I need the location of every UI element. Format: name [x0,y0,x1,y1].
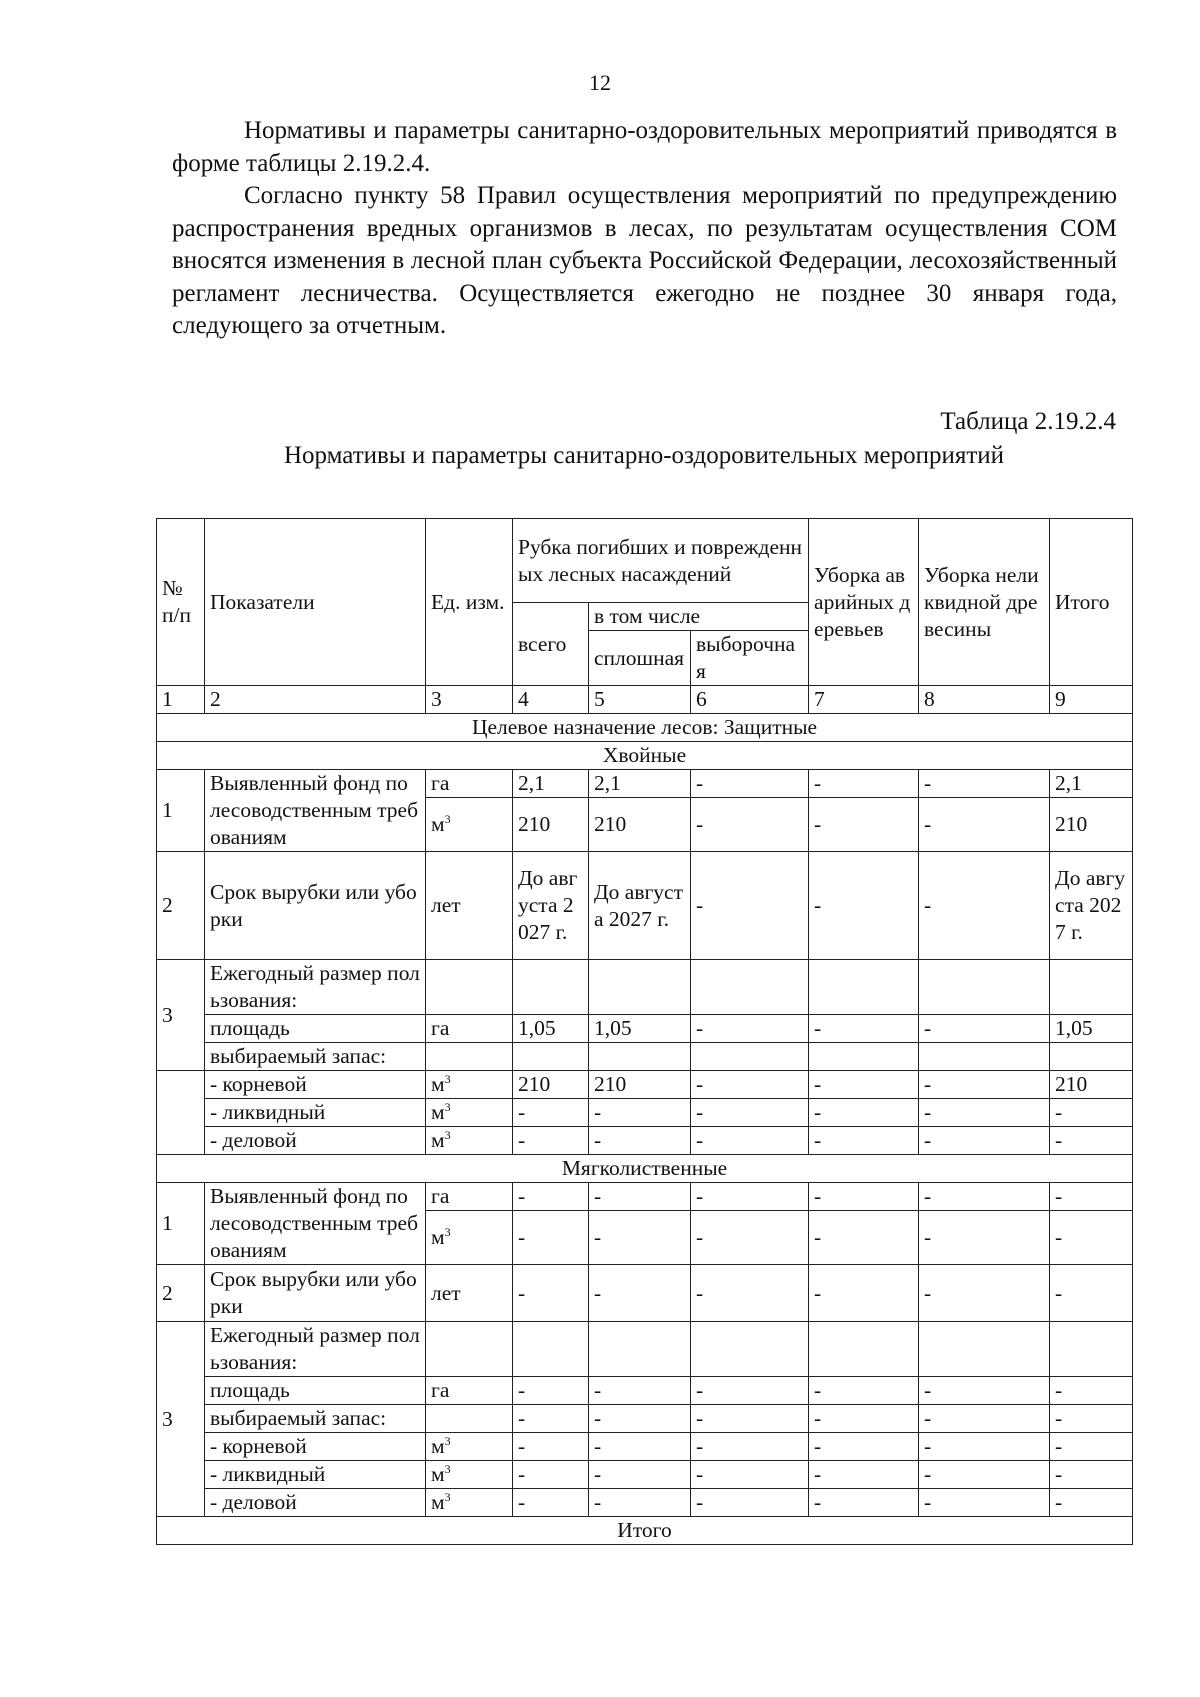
value-cell: - [809,1127,919,1155]
value-cell: - [513,1127,589,1155]
value-cell: - [513,1461,589,1489]
value-cell: - [513,1489,589,1517]
value-cell: - [589,1183,691,1211]
value-cell: - [513,1211,589,1265]
value-cell: - [589,1211,691,1265]
root-label: - корневой [205,1433,426,1461]
value-cell: - [919,770,1050,798]
unit-cell: $м^3$ [426,1489,513,1517]
value-cell: - [809,852,919,960]
paragraph: Нормативы и параметры санитарно-оздоровительных мероприятий приводятся в форме таблицы 2.19.2.4. [172,117,1117,177]
value-cell: - [919,798,1050,852]
col-number: 2 [205,686,426,714]
section-title-softwood: Мягколиственные [157,1155,1133,1183]
value-cell: - [809,1211,919,1265]
value-cell: - [691,1127,809,1155]
value-cell: - [691,1433,809,1461]
value-cell: - [809,1405,919,1433]
value-cell: - [589,1405,691,1433]
value-cell: До августа 2027 г. [589,852,691,960]
annual-label: Ежегодный размер пользования: [205,960,426,1015]
value-cell: - [691,1377,809,1405]
value-cell: - [589,1461,691,1489]
value-cell: - [513,1265,589,1322]
value-cell: - [1050,1433,1133,1461]
header-unit: Ед. изм. [426,519,513,686]
col-number: 8 [919,686,1050,714]
value-cell: - [809,1071,919,1099]
value-cell: - [919,1127,1050,1155]
value-cell: - [513,1183,589,1211]
value-cell: - [809,1461,919,1489]
value-cell: - [1050,1183,1133,1211]
value-cell: - [1050,1377,1133,1405]
value-cell: - [513,1433,589,1461]
value-cell: - [809,1377,919,1405]
value-cell: - [589,1127,691,1155]
value-cell: - [809,1265,919,1322]
value-cell: 210 [513,798,589,852]
row-number: 3 [157,960,205,1071]
term-label: Срок вырубки или уборки [205,1265,426,1322]
header-including: в том числе [589,603,809,631]
value-cell: - [919,1015,1050,1043]
row-number: 2 [157,852,205,960]
value-cell: - [919,1461,1050,1489]
value-cell: - [691,1405,809,1433]
term-label: Срок вырубки или уборки [205,852,426,960]
value-cell: - [589,1433,691,1461]
value-cell: - [691,1265,809,1322]
value-cell: - [589,1489,691,1517]
section-title-conifer: Хвойные [157,742,1133,770]
value-cell: - [691,1211,809,1265]
value-cell: До августа 2027 г. [513,852,589,960]
unit-cell: $м^3$ [426,1099,513,1127]
table-label: Таблица 2.19.2.4 [940,408,1116,435]
value-cell: - [589,1099,691,1127]
value-cell: - [513,1377,589,1405]
unit-cell: $м^3$ [426,1211,513,1265]
value-cell: - [589,1265,691,1322]
business-label: - деловой [205,1127,426,1155]
value-cell: - [513,1099,589,1127]
value-cell: - [919,1183,1050,1211]
col-number: 7 [809,686,919,714]
value-cell: 210 [1050,1071,1133,1099]
annual-label: Ежегодный размер пользования: [205,1322,426,1377]
value-cell: - [919,1099,1050,1127]
value-cell: - [809,1433,919,1461]
value-cell: 210 [589,798,691,852]
value-cell: - [691,1489,809,1517]
value-cell: - [589,1377,691,1405]
norms-table [156,518,1133,1545]
header-total: Итого [1050,519,1133,686]
row-number: 1 [157,770,205,852]
value-cell: - [919,1489,1050,1517]
value-cell: - [809,798,919,852]
row-number: 2 [157,1265,205,1322]
value-cell: - [691,1183,809,1211]
value-cell: - [919,1265,1050,1322]
col-number: 6 [691,686,809,714]
unit-cell: $м^3$ [426,1071,513,1099]
header-selective: выборочная [691,631,809,686]
value-cell: - [809,1489,919,1517]
col-number: 9 [1050,686,1133,714]
value-cell: - [691,1099,809,1127]
value-cell: - [919,1071,1050,1099]
value-cell: - [691,1015,809,1043]
business-label: - деловой [205,1489,426,1517]
value-cell: 2,1 [513,770,589,798]
fund-label: Выявленный фонд по лесоводственным требованиям [205,1183,426,1265]
stock-label: выбираемый запас: [205,1405,426,1433]
body-text [172,115,1117,343]
table-title: Нормативы и параметры санитарно-оздоровительных мероприятий [283,442,1005,469]
unit-cell: $м^3$ [426,1461,513,1489]
unit-cell: лет [426,852,513,960]
header-num: № п/п [157,519,205,686]
value-cell: 2,1 [589,770,691,798]
value-cell: - [919,1433,1050,1461]
value-cell: - [1050,1265,1133,1322]
value-cell: - [1050,1211,1133,1265]
area-label: площадь [205,1015,426,1043]
unit-cell: $м^3$ [426,1127,513,1155]
value-cell: - [691,1071,809,1099]
col-number: 3 [426,686,513,714]
area-label: площадь [205,1377,426,1405]
stock-label: выбираемый запас: [205,1043,426,1071]
fund-label: Выявленный фонд по лесоводственным требованиям [205,770,426,852]
liquid-label: - ликвидный [205,1099,426,1127]
value-cell: - [1050,1405,1133,1433]
page-number: 12 [589,70,611,95]
unit-cell: $м^3$ [426,798,513,852]
value-cell: 1,05 [513,1015,589,1043]
value-cell: 2,1 [1050,770,1133,798]
purpose-row: Целевое назначение лесов: Защитные [157,714,1133,742]
value-cell: 210 [589,1071,691,1099]
unit-cell [426,1405,513,1433]
value-cell: - [1050,1461,1133,1489]
col-number: 4 [513,686,589,714]
header-felling: Рубка погибших и поврежденных лесных насаждений [513,519,809,603]
unit-cell: га [426,1183,513,1211]
value-cell: - [809,1015,919,1043]
liquid-label: - ликвидный [205,1461,426,1489]
header-indicator: Показатели [205,519,426,686]
value-cell: 1,05 [589,1015,691,1043]
value-cell: - [809,1099,919,1127]
header-clear: сплошная [589,631,691,686]
value-cell: - [809,1183,919,1211]
unit-cell: га [426,1015,513,1043]
value-cell: - [1050,1489,1133,1517]
col-number: 5 [589,686,691,714]
header-in-total: всего [513,603,589,686]
unit-cell: $м^3$ [426,1433,513,1461]
value-cell: 1,05 [1050,1015,1133,1043]
total-row: Итого [157,1517,1133,1545]
value-cell: - [919,1405,1050,1433]
value-cell: - [691,798,809,852]
unit-cell: га [426,770,513,798]
unit-cell: лет [426,1265,513,1322]
value-cell: - [691,770,809,798]
row-number: 3 [157,1322,205,1517]
value-cell: До августа 2027 г. [1050,852,1133,960]
paragraph: Согласно пункту 58 Правил осуществления мероприятий по предупреждению распространения вредных организмов в лесах, по результатам осуществления СОМ вносятся изменения в лесной план субъекта Российской Федерации, лесохозяйственный регламент лесничества. Осуществляется ежегодно не позднее 30 января года, следующего за отчетным. [172,182,1117,339]
col-number: 1 [157,686,205,714]
value-cell: - [809,770,919,798]
value-cell: - [691,852,809,960]
header-illiquid: Уборка неликвидной древесины [919,519,1050,686]
root-label: - корневой [205,1071,426,1099]
value-cell: 210 [513,1071,589,1099]
value-cell: - [513,1405,589,1433]
value-cell: - [691,1461,809,1489]
value-cell: - [919,1211,1050,1265]
value-cell: - [1050,1099,1133,1127]
value-cell: - [1050,1127,1133,1155]
row-number: 1 [157,1183,205,1265]
value-cell: 210 [1050,798,1133,852]
header-emergency: Уборка аварийных деревьев [809,519,919,686]
value-cell: - [919,1377,1050,1405]
unit-cell: га [426,1377,513,1405]
value-cell: - [919,852,1050,960]
